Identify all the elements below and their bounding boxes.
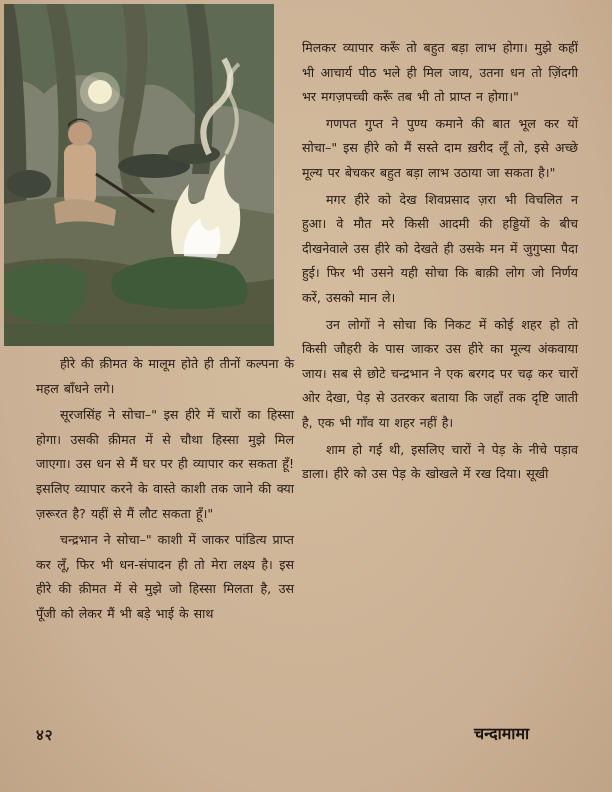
forest-campfire-scene bbox=[4, 4, 274, 346]
page-number: ४२ bbox=[36, 726, 54, 744]
left-paragraph-1: हीरे की क़ीमत के मालूम होते ही तीनों कल्पना के महल बाँधने लगे। bbox=[36, 356, 294, 396]
left-text-column bbox=[36, 352, 294, 629]
right-paragraph-5: शाम हो गई थी, इसलिए चारों ने पेड़ के नीचे पड़ाव डाला। हीरे को उस पेड़ के खोखले में रख दिया। सूखी bbox=[302, 441, 578, 482]
magazine-name: चन्दामामा bbox=[474, 724, 530, 743]
left-paragraph-3: चन्द्रभान ने सोचा–" काशी में जाकर पांडित्य प्राप्त कर लूँ, फिर भी धन-संपादन ही तो मेरा लक्ष्य है। इस हीरे की क़ीमत में से मुझे जो हिस्सा मिलता है, उस पूँजी को लेकर मैं भी बड़े भाई के साथ bbox=[36, 532, 294, 621]
right-paragraph-1: मिलकर व्यापार करूँ तो बहुत बड़ा लाभ होगा। मुझे कहीं भी आचार्य पीठ भले ही मिल जाय, उतना धन तो ज़िंदगी भर मगज़पच्ची करूँ तब भी तो प्राप्त न होगा।" bbox=[302, 40, 578, 105]
right-text-column bbox=[302, 36, 578, 489]
right-paragraph-2: गणपत गुप्त ने पुण्य कमाने की बात भूल कर यों सोचा–" इस हीरे को मैं सस्ते दाम ख़रीद लूँ तो, इसे अच्छे मूल्य पर बेचकर बहुत बड़ा लाभ उठाया जा सकता है।" bbox=[302, 115, 578, 180]
right-paragraph-4: उन लोगों ने सोचा कि निकट में कोई शहर हो तो किसी जौहरी के पास जाकर उस हीरे का मूल्य अंकवाया जाय। सब से छोटे चन्द्रभान ने एक बरगद पर चढ़ कर चारों ओर देखा, पेड़ से उतरकर बताया कि जहाँ तक दृष्टि जाती है, एक भी गाँव या शहर नहीं है। bbox=[302, 316, 578, 430]
right-paragraph-3: मगर हीरे को देख शिवप्रसाद ज़रा भी विचलित न हुआ। वे मौत मरे किसी आदमी की हड्डियों के बीच दीखनेवाले उस हीरे को देखते ही उसके मन में जुगुप्सा पैदा हुई। फिर भी उसने यही सोचा कि बाक़ी लोग जो निर्णय करें, उसको मान ले। bbox=[302, 191, 578, 305]
left-paragraph-2: सूरजसिंह ने सोचा–" इस हीरे में चारों का हिस्सा होगा। उसकी क़ीमत में से चौथा हिस्सा मुझे मिल जाएगा। उस धन से मैं घर पर ही व्यापार कर सकता हूँ! इसलिए व्यापार करने के वास्ते काशी तक जाने की क्या ज़रूरत है? यहीं से मैं लौट सकता हूँ।" bbox=[36, 407, 294, 521]
story-illustration bbox=[4, 4, 274, 346]
